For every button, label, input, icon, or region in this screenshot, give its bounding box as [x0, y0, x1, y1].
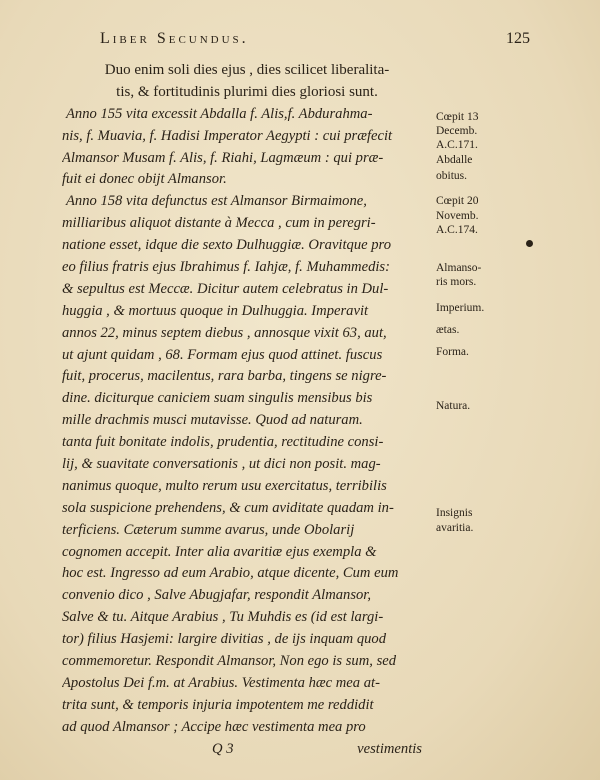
text-line: fuit ei donec obijt Almansor. [62, 171, 227, 188]
text-line: fuit, procerus, macilentus, rara barba, tingens se nigre- [62, 368, 387, 385]
text-line: terficiens. Cæterum summe avarus, unde Obolarij [62, 521, 355, 538]
text-line: ad quod Almansor ; Accipe hæc vestimenta mea pro [62, 718, 366, 735]
text-line: nanimus quoque, multo rerum usu exercitatus, terribilis [62, 477, 387, 494]
catchword: vestimentis [357, 740, 422, 757]
text-line: eo filius fratris ejus Ibrahimus f. Iahjæ, f. Muhammedis: [62, 259, 390, 276]
text-line: nis, f. Muavia, f. Hadisi Imperator Aegypti : cui præfecit [62, 127, 393, 144]
text-line: natione esset, idque die sexto Dulhuggiæ. Oravitque pro [62, 237, 391, 254]
text-line: Anno 155 vita excessit Abdalla f. Alis,f. Abdurahma- [66, 105, 373, 122]
text-line: sola suspicione prehendens, & cum aviditate quadam in- [62, 499, 394, 516]
text-line: tanta fuit bonitate indolis, prudentia, rectitudine consi- [62, 434, 384, 451]
margin-note: Cœpit 13 [436, 111, 479, 123]
catch-line [62, 739, 432, 761]
main-text-block [62, 60, 432, 761]
text-line: lij, & suavitate conversationis , ut dici non posit. mag- [62, 456, 381, 473]
text-line: cognomen accepit. Inter alia avaritiæ ejus exempla & [62, 543, 377, 560]
text-line: Duo enim soli dies ejus , dies scilicet liberalita- [104, 62, 390, 78]
margin-note: A.C.174. [436, 224, 478, 236]
text-line: convenio dico , Salve Abugjafar, respondit Almansor, [62, 587, 372, 604]
page-header [100, 30, 540, 52]
text-line: Anno 158 vita defunctus est Almansor Birmaimone, [66, 193, 367, 210]
text-line: milliaribus aliquot distante à Mecca , cum in peregri- [62, 215, 376, 232]
ink-spot [526, 240, 533, 247]
text-line: Almansor Musam f. Alis, f. Riahi, Lagmæum : qui præ- [62, 149, 384, 166]
text-line: tis, & fortitudinis plurimi dies gloriosi sunt. [116, 83, 378, 100]
text-line: dine. diciturque caniciem suam singulis mensibus bis [62, 390, 373, 407]
margin-note: ætas. [436, 324, 460, 336]
page-number: 125 [506, 30, 530, 47]
text-line: tor) filius Hasjemi: largire divitias , de ijs inquam quod [62, 631, 387, 648]
margin-note: Almanso- [436, 262, 482, 274]
margin-note: avaritia. [436, 522, 474, 534]
margin-note: ris mors. [436, 276, 477, 288]
margin-note: Insignis [436, 507, 473, 519]
margin-note: Abdalle [436, 154, 473, 166]
text-line: ut ajunt quidam , 68. Formam ejus quod attinet. fuscus [62, 346, 383, 363]
margin-note: Imperium. [436, 302, 485, 314]
text-line: commemoretur. Respondit Almansor, Non ego is sum, sed [62, 653, 397, 670]
signature-mark: Q 3 [212, 740, 234, 757]
text-line: Salve & tu. Aitque Arabius , Tu Muhdis es (id est largi- [62, 609, 384, 626]
margin-note: Forma. [436, 346, 469, 358]
margin-note: Natura. [436, 400, 471, 412]
margin-note: Cœpit 20 [436, 195, 479, 207]
text-line: hoc est. Ingresso ad eum Arabio, atque dicente, Cum eum [62, 565, 399, 582]
running-head: Liber Secundus. [100, 30, 249, 47]
text-line: trita sunt, & temporis injuria impotentem me reddidit [62, 696, 374, 713]
margin-note: obitus. [436, 170, 467, 182]
text-line: Apostolus Dei f.m. at Arabius. Vestimenta hæc mea at- [62, 674, 380, 691]
margin-note: Decemb. [436, 125, 478, 137]
text-line: huggia , & mortuus quoque in Dulhuggia. Imperavit [62, 302, 369, 319]
text-line: & sepultus est Meccæ. Dicitur autem celebratus in Dul- [62, 280, 389, 297]
text-line: mille drachmis musci mutavisse. Quod ad naturam. [62, 412, 363, 429]
margin-note: A.C.171. [436, 139, 478, 151]
text-line: annos 22, minus septem diebus , annosque vixit 63, aut, [62, 324, 387, 341]
margin-note: Novemb. [436, 210, 479, 222]
